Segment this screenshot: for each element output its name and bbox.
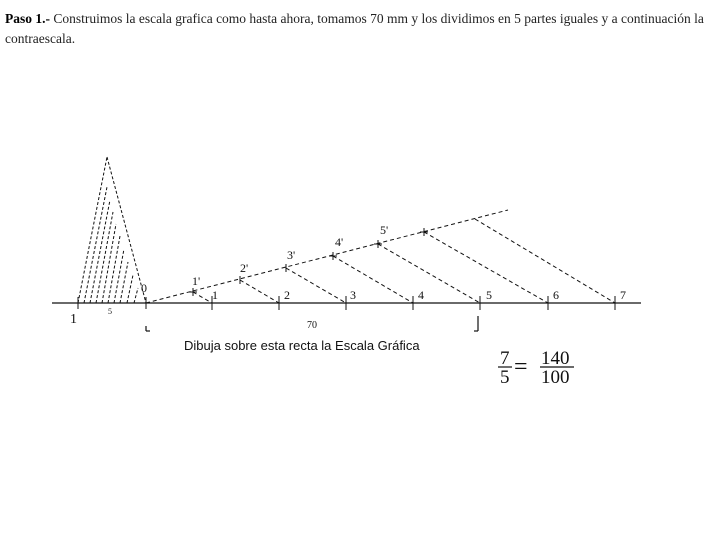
parallel-line-3 — [286, 268, 346, 303]
oblique-labels — [192, 223, 388, 288]
hatch-4 — [102, 224, 116, 303]
scale-label-7: 7 — [620, 288, 626, 302]
step-description: Construimos la escala grafica como hasta ahora, tomamos 70 mm y los dividimos en 5 partes iguales y a continuación la contraescala. — [5, 11, 704, 46]
oblique-label-1: 1' — [192, 274, 201, 288]
hatch-2 — [90, 200, 110, 303]
step-title: Paso 1.- — [5, 11, 50, 26]
fraction-left-denominator: 5 — [500, 367, 510, 388]
scale-label-0: 0 — [141, 281, 147, 295]
parallel-line-2 — [240, 280, 279, 303]
parallel-line-5 — [378, 244, 480, 303]
hatch-7 — [120, 262, 128, 303]
oblique-construction-line — [146, 210, 508, 303]
counterscale-label-5: 5 — [108, 307, 112, 316]
oblique-label-2: 2' — [240, 261, 249, 275]
hatch-6 — [114, 249, 124, 303]
hatch-9 — [134, 288, 138, 303]
scale-labels — [141, 281, 626, 302]
counterscale-label-1: 1 — [70, 312, 77, 327]
scale-label-6: 6 — [553, 288, 559, 302]
fraction-right-denominator: 100 — [541, 367, 570, 388]
triangle-left-edge — [78, 157, 107, 303]
oblique-marks — [189, 228, 428, 296]
parallel-line-4 — [333, 256, 413, 303]
fraction-right-numerator: 140 — [541, 348, 570, 369]
instruction-caption: Dibuja sobre esta recta la Escala Gráfica — [184, 338, 420, 353]
parallel-line-7 — [475, 219, 615, 303]
scale-label-1: 1 — [212, 288, 218, 302]
hatch-8 — [127, 275, 133, 303]
oblique-label-3: 3' — [287, 248, 296, 262]
fraction-equals: = — [514, 354, 528, 380]
scale-label-2: 2 — [284, 288, 290, 302]
oblique-label-4: 4' — [335, 235, 344, 249]
hatch-5 — [108, 236, 120, 303]
scale-fraction — [498, 348, 574, 388]
parallel-projection-lines — [193, 219, 615, 303]
scale-label-3: 3 — [350, 288, 356, 302]
fraction-left-numerator: 7 — [500, 348, 510, 369]
dimension-label-70: 70 — [307, 320, 317, 331]
oblique-label-5: 5' — [380, 223, 389, 237]
scale-label-5: 5 — [486, 288, 492, 302]
hatch-1 — [84, 187, 107, 303]
parallel-line-1 — [193, 292, 212, 303]
scale-label-4: 4 — [418, 288, 424, 302]
counterscale-triangle — [78, 157, 146, 303]
